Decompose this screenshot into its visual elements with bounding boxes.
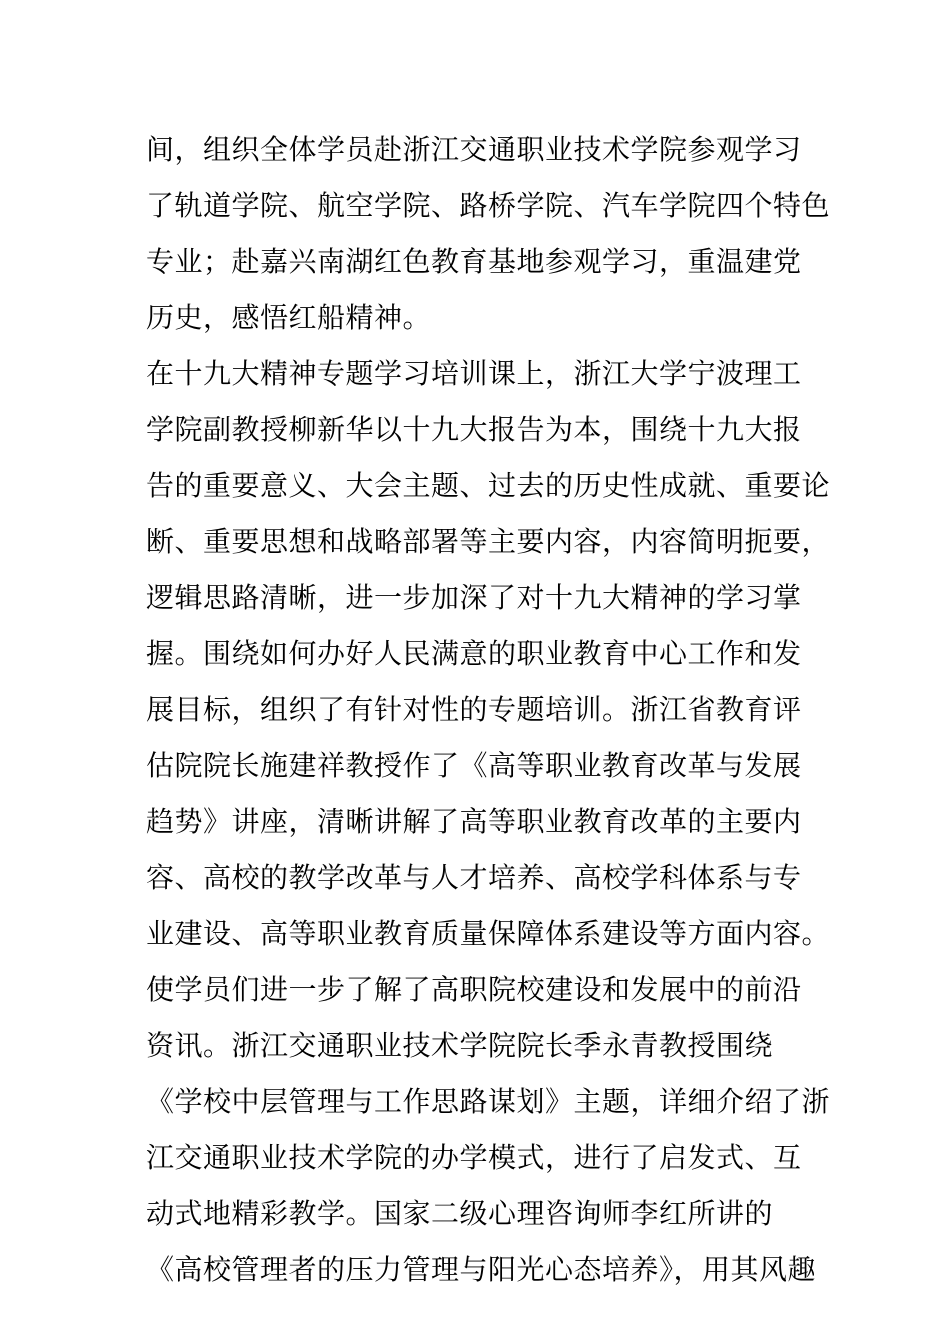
text-line: 断、重要思想和战略部署等主要内容，内容简明扼要， bbox=[146, 525, 831, 558]
text-line: 动式地精彩教学。国家二级心理咨询师李红所讲的 bbox=[146, 1197, 774, 1230]
text-line: 学院副教授柳新华以十九大报告为本，围绕十九大报 bbox=[146, 413, 802, 446]
text-line: 估院院长施建祥教授作了《高等职业教育改革与发展 bbox=[146, 749, 802, 782]
text-line: 历史，感悟红船精神。 bbox=[146, 301, 432, 334]
text-line: 《高校管理者的压力管理与阳光心态培养》，用其风趣 bbox=[146, 1253, 817, 1286]
text-line: 逻辑思路清晰，进一步加深了对十九大精神的学习掌 bbox=[146, 581, 802, 614]
text-line: 展目标，组织了有针对性的专题培训。浙江省教育评 bbox=[146, 693, 802, 726]
text-line: 江交通职业技术学院的办学模式，进行了启发式、互 bbox=[146, 1141, 802, 1174]
text-line: 《学校中层管理与工作思路谋划》主题，详细介绍了浙 bbox=[146, 1085, 831, 1118]
text-line: 使学员们进一步了解了高职院校建设和发展中的前沿 bbox=[146, 973, 802, 1006]
text-line: 间，组织全体学员赴浙江交通职业技术学院参观学习 bbox=[146, 133, 802, 166]
text-line: 容、高校的教学改革与人才培养、高校学科体系与专 bbox=[146, 861, 802, 894]
text-line: 了轨道学院、航空学院、路桥学院、汽车学院四个特色 bbox=[146, 189, 831, 222]
text-line: 专业；赴嘉兴南湖红色教育基地参观学习，重温建党 bbox=[146, 245, 802, 278]
text-line: 趋势》讲座，清晰讲解了高等职业教育改革的主要内 bbox=[146, 805, 802, 838]
text-line: 资讯。浙江交通职业技术学院院长季永青教授围绕 bbox=[146, 1029, 774, 1062]
text-line: 在十九大精神专题学习培训课上，浙江大学宁波理工 bbox=[146, 357, 802, 390]
text-line: 握。围绕如何办好人民满意的职业教育中心工作和发 bbox=[146, 637, 802, 670]
text-line: 告的重要意义、大会主题、过去的历史性成就、重要论 bbox=[146, 469, 831, 502]
body-text bbox=[146, 122, 831, 1298]
text-line: 业建设、高等职业教育质量保障体系建设等方面内容。 bbox=[146, 917, 831, 950]
